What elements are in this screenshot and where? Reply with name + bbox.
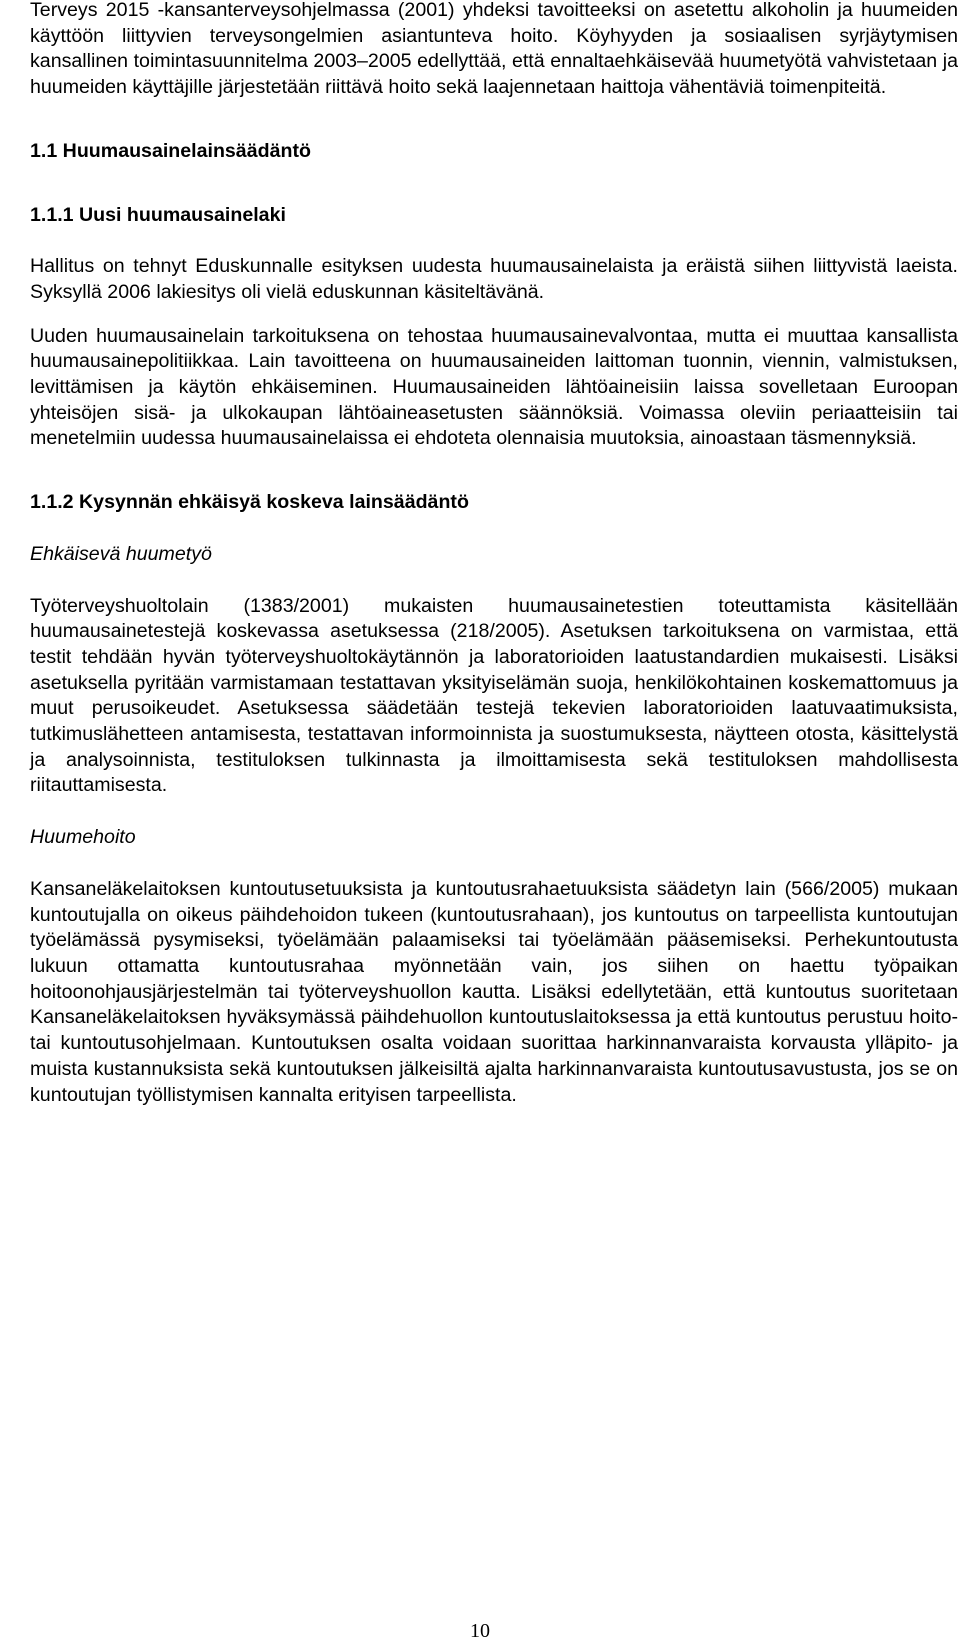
paragraph-tyoterveyshuoltolaki: Työterveyshuoltolain (1383/2001) mukaisten huumausainetestien toteuttamista käsitellään huumausainetestejä koskevassa asetuksessa (218/2005). Asetuksen tarkoituksena on varmistaa, että testit tehdään hyvän työterveyshuoltokäytännön ja laboratorioiden laatustandardien mukaisesti. Lisäksi asetuksella pyritään varmistamaan testattavan yksityiselämän suoja, henkilökohtainen koskemattomuus ja muut perusoikeudet. Asetuksessa säädetään testejä tekevien laboratorioiden laatuvaatimuksista, tutkimuslähetteen antamisesta, testattavan informoinnista ja suostumuksesta, näytteen otosta, käsittelystä ja analysoinnista, testituloksen tulkinnasta ja ilmoittamisesta sekä testituloksen mahdollisesta riitauttamisesta. [30,594,958,797]
paragraph-hallitus-esitys: Hallitus on tehnyt Eduskunnalle esityksen uudesta huumausainelaista ja eräistä siihen liittyvistä laeista. Syksyllä 2006 lakiesitys oli vielä eduskunnan käsiteltävänä. [30,255,958,303]
section-heading-huumausainelainsaadanto: 1.1 Huumausainelainsäädäntö [30,139,311,162]
page-body [30,0,958,1108]
spacer [30,101,958,139]
spacer [30,799,958,825]
spacer [30,165,958,203]
intro-paragraph: Terveys 2015 -kansanterveysohjelmassa (2001) yhdeksi tavoitteeksi on asetettu alkoholin ja huumeiden käyttöön liittyvien terveysongelmien asiantunteva hoito. Köyhyyden ja sosiaalisen syrjäytymisen kansallinen toimintasuunnitelma 2003–2005 edellyttää, että ennaltaehkäisevää huumetyötä vahvistetaan ja huumeiden käyttäjille järjestetään riittävä hoito sekä laajennetaan haittoja vähentäviä toimenpiteitä. [30,0,958,99]
spacer [30,851,958,877]
page-number: 10 [470,1620,490,1642]
subsection-heading-uusi-huumausainelaki: 1.1.1 Uusi huumausainelaki [30,203,286,226]
spacer [30,516,958,542]
subsection-heading-kysynnan-ehkaisy: 1.1.2 Kysynnän ehkäisyä koskeva lainsäädäntö [30,491,469,514]
paragraph-kansanelakelaitos: Kansaneläkelaitoksen kuntoutusetuuksista ja kuntoutusrahaetuuksista säädetyn lain (566/2005) mukaan kuntoutujalla on oikeus päihdehoidon tukeen (kuntoutusrahaan), jos kuntoutus on tarpeellista kuntoutujan työelämässä pysymiseksi, työelämään palaamiseksi tai työelämään pääsemiseksi. Perhekuntoutusta lukuun ottamatta kuntoutusrahaa myönnetään vain, jos siihen on haettu työpaikan hoitoonohjausjärjestelmän tai työterveyshuollon kautta. Lisäksi edellytetään, että kuntoutus suoritetaan Kansaneläkelaitoksen hyväksymässä päihdehuollon kuntoutuslaitoksessa ja että kuntoutus perustuu hoito- tai kuntoutusohjelmaan. Kuntoutuksen osalta voidaan suorittaa harkinnanvaraista korvausta ylläpito- ja muista kustannuksista sekä kuntoutuksen jälkeisiltä ajalta harkinnanvaraista kuntoutusavustusta, jos se on kuntoutujan työllistymisen kannalta erityisen tarpeellista. [30,877,958,1106]
spacer [30,568,958,594]
spacer [30,306,958,324]
subheading-ehkaiseva-huumetyo: Ehkäisevä huumetyö [30,542,212,565]
spacer [30,452,958,490]
spacer [30,228,958,254]
paragraph-uuden-lain-tarkoitus: Uuden huumausainelain tarkoituksena on tehostaa huumausainevalvontaa, mutta ei muuttaa kansallista huumausainepolitiikkaa. Lain tavoitteena on huumausaineiden laittoman tuonnin, viennin, valmistuksen, levittämisen ja käytön ehkäiseminen. Huumausaineiden lähtöaineisiin laissa sovelletaan Euroopan yhteisöjen sisä- ja ulkokaupan lähtöaineasetusten säännöksiä. Voimassa oleviin periaatteisiin tai menetelmiin uudessa huumausainelaissa ei ehdoteta olennaisia muutoksia, ainoastaan täsmennyksiä. [30,324,958,450]
subheading-huumehoito: Huumehoito [30,826,136,849]
